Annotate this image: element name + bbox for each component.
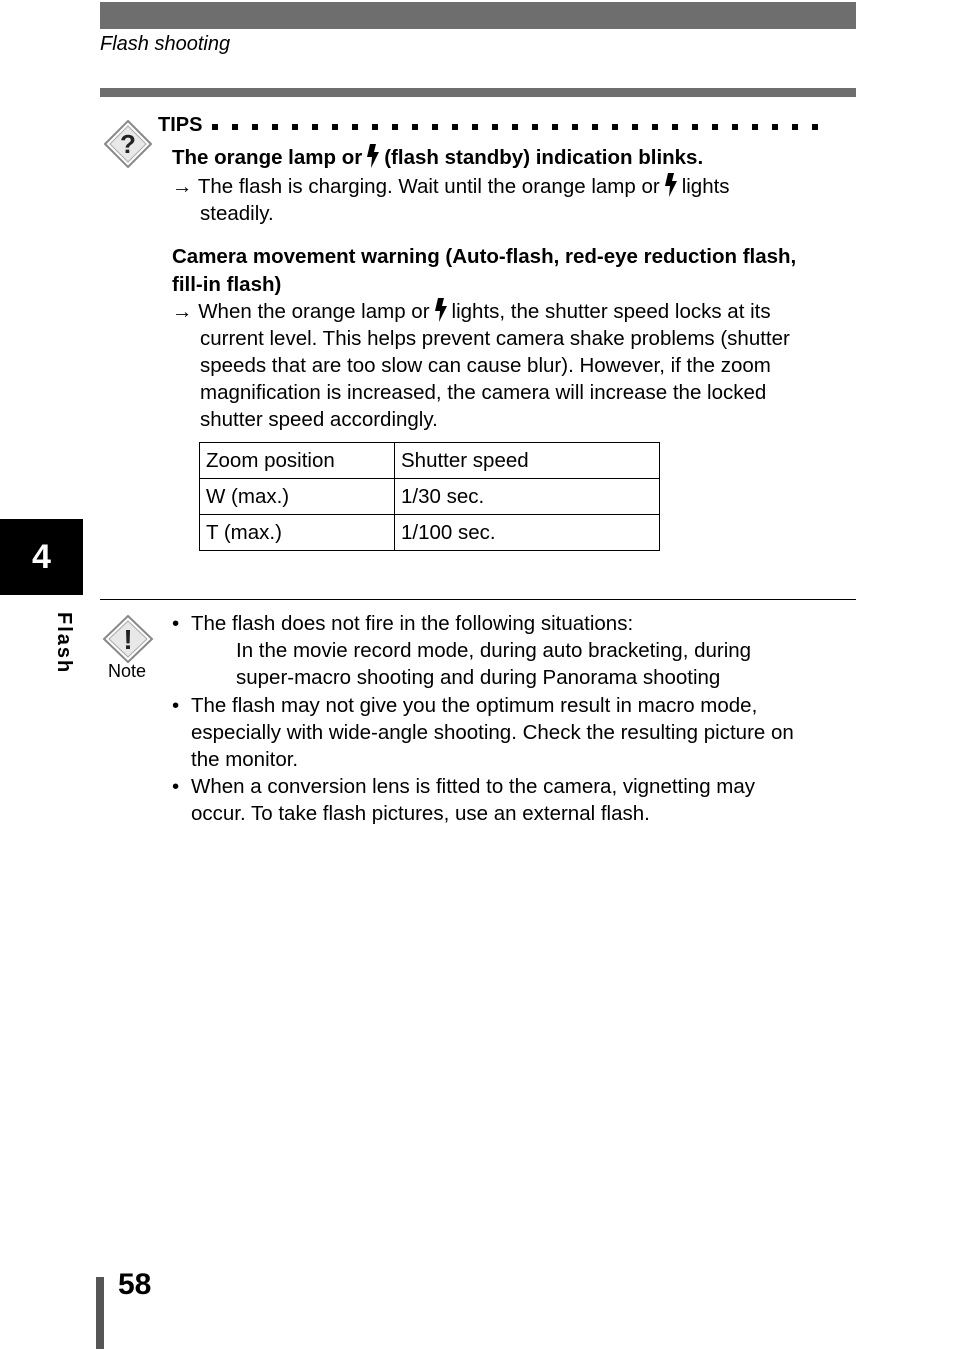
tips-item2-line2: current level. This helps prevent camera shake problems (shutter xyxy=(200,327,790,350)
flash-icon xyxy=(366,144,380,168)
tips-heading-2a: Camera movement warning (Auto-flash, red-eye reduction flash, xyxy=(172,245,797,268)
note-label: Note xyxy=(108,661,147,681)
table-header-cell: Shutter speed xyxy=(395,443,660,479)
table-row xyxy=(200,515,660,551)
note-bullet2-line2: especially with wide-angle shooting. Check the resulting picture on xyxy=(191,721,794,744)
flash-icon xyxy=(664,173,678,197)
tips-item2-line4: magnification is increased, the camera will increase the locked xyxy=(200,381,767,404)
bullet-marker: • xyxy=(172,612,180,635)
table-header-row xyxy=(200,443,660,479)
chapter-number-tab: 4 xyxy=(0,519,83,595)
table-cell: W (max.) xyxy=(200,479,395,515)
tips-heading-1: The orange lamp or (flash standby) indication blinks. xyxy=(172,146,704,169)
section-divider xyxy=(100,599,856,600)
tips-heading-2b: fill-in flash) xyxy=(172,273,282,296)
note-bullet2-line1: The flash may not give you the optimum result in macro mode, xyxy=(191,694,758,717)
header-bar xyxy=(100,2,856,29)
section-title: Flash shooting xyxy=(100,33,231,55)
tips-dotted-rule xyxy=(212,124,822,130)
bullet-marker: • xyxy=(172,694,180,717)
table-cell: T (max.) xyxy=(200,515,395,551)
table-header-cell: Zoom position xyxy=(200,443,395,479)
svg-text:!: ! xyxy=(123,624,133,655)
note-bullet1-line1: The flash does not fire in the following situations: xyxy=(191,612,634,635)
flash-icon xyxy=(434,298,448,322)
tips-item1-line1: → The flash is charging. Wait until the orange lamp or lights xyxy=(172,175,730,198)
note-bullet1-sub2: super-macro shooting and during Panorama shooting xyxy=(236,666,721,689)
page-number: 58 xyxy=(118,1268,152,1301)
tips-item2-line5: shutter speed accordingly. xyxy=(200,408,438,431)
question-icon xyxy=(103,119,153,169)
chapter-label: Flash xyxy=(53,612,75,675)
header-rule xyxy=(100,88,856,97)
bullet-marker: • xyxy=(172,775,180,798)
tips-item2-line3: speeds that are too slow can cause blur). However, if the zoom xyxy=(200,354,771,377)
note-bullet3-line1: When a conversion lens is fitted to the camera, vignetting may xyxy=(191,775,756,798)
table-cell: 1/30 sec. xyxy=(395,479,660,515)
exclamation-icon xyxy=(102,614,154,664)
svg-text:?: ? xyxy=(120,129,136,159)
tips-item1-line2: steadily. xyxy=(200,202,274,225)
note-bullet1-sub1: In the movie record mode, during auto bracketing, during xyxy=(236,639,752,662)
note-bullet3-line2: occur. To take flash pictures, use an external flash. xyxy=(191,802,650,825)
tips-label: TIPS xyxy=(158,114,203,136)
table-cell: 1/100 sec. xyxy=(395,515,660,551)
table-row xyxy=(200,479,660,515)
note-bullet2-line3: the monitor. xyxy=(191,748,299,771)
page-number-bar xyxy=(96,1277,104,1349)
zoom-shutter-table xyxy=(199,442,660,551)
tips-item2-line1: → When the orange lamp or lights, the shutter speed locks at its xyxy=(172,300,771,323)
